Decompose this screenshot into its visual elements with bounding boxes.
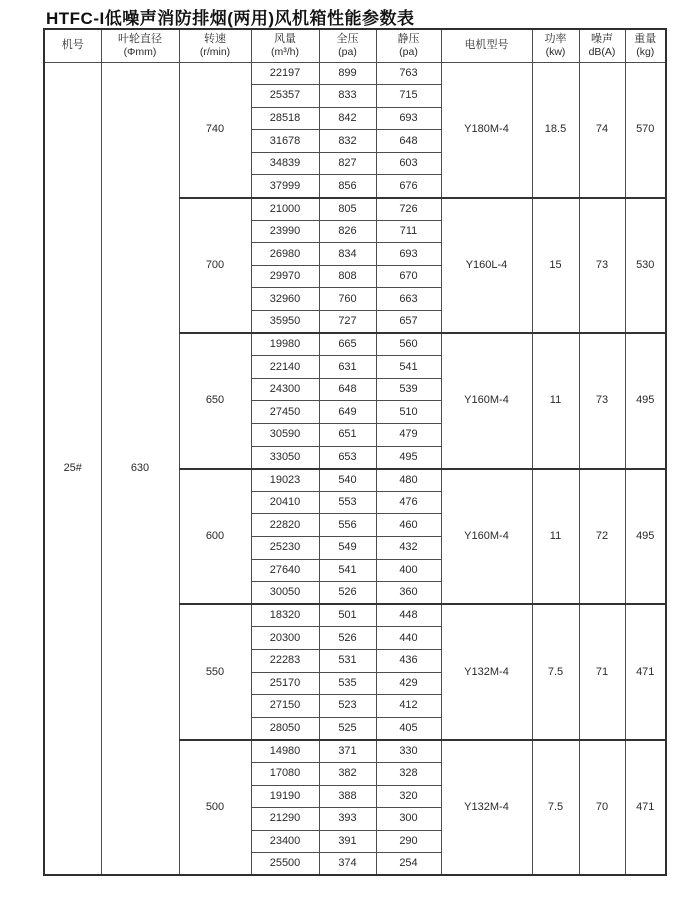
static-pressure-cell: 400: [376, 559, 441, 582]
static-pressure-cell: 763: [376, 62, 441, 85]
static-pressure-cell: 412: [376, 695, 441, 718]
table-row: [44, 62, 666, 85]
header-power: 功率 (kw): [532, 29, 579, 62]
total-pressure-cell: 648: [319, 378, 376, 401]
static-pressure-cell: 328: [376, 762, 441, 785]
total-pressure-cell: 371: [319, 740, 376, 763]
airflow-cell: 20300: [251, 627, 319, 650]
power-cell: 18.5: [532, 62, 579, 198]
static-pressure-cell: 495: [376, 446, 441, 469]
static-pressure-cell: 440: [376, 627, 441, 650]
power-cell: 7.5: [532, 604, 579, 740]
header-weight: 重量 (kg): [625, 29, 666, 62]
static-pressure-cell: 254: [376, 853, 441, 876]
motor-model-cell: Y160L-4: [441, 198, 532, 334]
static-pressure-cell: 460: [376, 514, 441, 537]
total-pressure-cell: 833: [319, 85, 376, 108]
airflow-cell: 24300: [251, 378, 319, 401]
airflow-cell: 22820: [251, 514, 319, 537]
airflow-cell: 23990: [251, 220, 319, 243]
static-pressure-cell: 436: [376, 649, 441, 672]
airflow-cell: 25357: [251, 85, 319, 108]
airflow-cell: 35950: [251, 311, 319, 334]
airflow-cell: 17080: [251, 762, 319, 785]
total-pressure-cell: 834: [319, 243, 376, 266]
static-pressure-cell: 663: [376, 288, 441, 311]
header-airflow: 风量 (m³/h): [251, 29, 319, 62]
speed-cell: 700: [179, 198, 251, 334]
spec-table-body: [44, 62, 666, 875]
noise-cell: 74: [579, 62, 625, 198]
weight-cell: 495: [625, 333, 666, 469]
header-noise: 噪声 dB(A): [579, 29, 625, 62]
airflow-cell: 27150: [251, 695, 319, 718]
weight-cell: 530: [625, 198, 666, 334]
airflow-cell: 27640: [251, 559, 319, 582]
airflow-cell: 28050: [251, 717, 319, 740]
weight-cell: 471: [625, 604, 666, 740]
total-pressure-cell: 665: [319, 333, 376, 356]
static-pressure-cell: 648: [376, 130, 441, 153]
header-impeller-diameter: 叶轮直径 (Φmm): [101, 29, 179, 62]
total-pressure-cell: 827: [319, 152, 376, 175]
airflow-cell: 34839: [251, 152, 319, 175]
airflow-cell: 29970: [251, 265, 319, 288]
motor-model-cell: Y160M-4: [441, 333, 532, 469]
noise-cell: 70: [579, 740, 625, 876]
airflow-cell: 28518: [251, 107, 319, 130]
total-pressure-cell: 374: [319, 853, 376, 876]
header-motor-model: 电机型号: [441, 29, 532, 62]
power-cell: 11: [532, 469, 579, 605]
power-cell: 11: [532, 333, 579, 469]
noise-cell: 73: [579, 333, 625, 469]
static-pressure-cell: 300: [376, 808, 441, 831]
static-pressure-cell: 476: [376, 491, 441, 514]
airflow-cell: 27450: [251, 401, 319, 424]
static-pressure-cell: 711: [376, 220, 441, 243]
header-row: [44, 29, 666, 62]
airflow-cell: 19023: [251, 469, 319, 492]
total-pressure-cell: 541: [319, 559, 376, 582]
total-pressure-cell: 526: [319, 582, 376, 605]
static-pressure-cell: 693: [376, 107, 441, 130]
weight-cell: 570: [625, 62, 666, 198]
total-pressure-cell: 727: [319, 311, 376, 334]
spec-table: [43, 28, 667, 876]
airflow-cell: 22283: [251, 649, 319, 672]
airflow-cell: 25170: [251, 672, 319, 695]
total-pressure-cell: 501: [319, 604, 376, 627]
airflow-cell: 22197: [251, 62, 319, 85]
airflow-cell: 19980: [251, 333, 319, 356]
static-pressure-cell: 448: [376, 604, 441, 627]
power-cell: 7.5: [532, 740, 579, 876]
power-cell: 15: [532, 198, 579, 334]
total-pressure-cell: 553: [319, 491, 376, 514]
total-pressure-cell: 535: [319, 672, 376, 695]
static-pressure-cell: 539: [376, 378, 441, 401]
speed-cell: 500: [179, 740, 251, 876]
total-pressure-cell: 826: [319, 220, 376, 243]
total-pressure-cell: 651: [319, 424, 376, 447]
airflow-cell: 19190: [251, 785, 319, 808]
motor-model-cell: Y160M-4: [441, 469, 532, 605]
static-pressure-cell: 480: [376, 469, 441, 492]
speed-cell: 550: [179, 604, 251, 740]
total-pressure-cell: 856: [319, 175, 376, 198]
machine-no-cell: 25#: [44, 62, 101, 875]
static-pressure-cell: 603: [376, 152, 441, 175]
noise-cell: 72: [579, 469, 625, 605]
static-pressure-cell: 670: [376, 265, 441, 288]
total-pressure-cell: 391: [319, 830, 376, 853]
static-pressure-cell: 726: [376, 198, 441, 221]
airflow-cell: 22140: [251, 356, 319, 379]
static-pressure-cell: 715: [376, 85, 441, 108]
airflow-cell: 21000: [251, 198, 319, 221]
total-pressure-cell: 805: [319, 198, 376, 221]
speed-cell: 600: [179, 469, 251, 605]
airflow-cell: 18320: [251, 604, 319, 627]
speed-cell: 740: [179, 62, 251, 198]
airflow-cell: 30050: [251, 582, 319, 605]
airflow-cell: 20410: [251, 491, 319, 514]
static-pressure-cell: 320: [376, 785, 441, 808]
total-pressure-cell: 382: [319, 762, 376, 785]
motor-model-cell: Y132M-4: [441, 604, 532, 740]
page-title: HTFC-I低噪声消防排烟(两用)风机箱性能参数表: [46, 9, 415, 28]
static-pressure-cell: 676: [376, 175, 441, 198]
header-static-pressure: 静压 (pa): [376, 29, 441, 62]
airflow-cell: 25500: [251, 853, 319, 876]
total-pressure-cell: 832: [319, 130, 376, 153]
header-speed: 转速 (r/min): [179, 29, 251, 62]
total-pressure-cell: 649: [319, 401, 376, 424]
static-pressure-cell: 405: [376, 717, 441, 740]
airflow-cell: 23400: [251, 830, 319, 853]
total-pressure-cell: 842: [319, 107, 376, 130]
static-pressure-cell: 432: [376, 536, 441, 559]
total-pressure-cell: 388: [319, 785, 376, 808]
motor-model-cell: Y180M-4: [441, 62, 532, 198]
static-pressure-cell: 693: [376, 243, 441, 266]
static-pressure-cell: 560: [376, 333, 441, 356]
motor-model-cell: Y132M-4: [441, 740, 532, 876]
total-pressure-cell: 393: [319, 808, 376, 831]
airflow-cell: 25230: [251, 536, 319, 559]
total-pressure-cell: 540: [319, 469, 376, 492]
noise-cell: 71: [579, 604, 625, 740]
total-pressure-cell: 899: [319, 62, 376, 85]
header-machine-no: 机号: [44, 29, 101, 62]
airflow-cell: 33050: [251, 446, 319, 469]
airflow-cell: 26980: [251, 243, 319, 266]
airflow-cell: 31678: [251, 130, 319, 153]
static-pressure-cell: 429: [376, 672, 441, 695]
weight-cell: 471: [625, 740, 666, 876]
total-pressure-cell: 549: [319, 536, 376, 559]
airflow-cell: 37999: [251, 175, 319, 198]
header-total-pressure: 全压 (pa): [319, 29, 376, 62]
static-pressure-cell: 290: [376, 830, 441, 853]
static-pressure-cell: 510: [376, 401, 441, 424]
static-pressure-cell: 479: [376, 424, 441, 447]
static-pressure-cell: 360: [376, 582, 441, 605]
total-pressure-cell: 631: [319, 356, 376, 379]
total-pressure-cell: 556: [319, 514, 376, 537]
noise-cell: 73: [579, 198, 625, 334]
airflow-cell: 30590: [251, 424, 319, 447]
weight-cell: 495: [625, 469, 666, 605]
static-pressure-cell: 330: [376, 740, 441, 763]
airflow-cell: 14980: [251, 740, 319, 763]
total-pressure-cell: 525: [319, 717, 376, 740]
total-pressure-cell: 531: [319, 649, 376, 672]
total-pressure-cell: 808: [319, 265, 376, 288]
speed-cell: 650: [179, 333, 251, 469]
total-pressure-cell: 760: [319, 288, 376, 311]
impeller-diameter-cell: 630: [101, 62, 179, 875]
airflow-cell: 21290: [251, 808, 319, 831]
total-pressure-cell: 653: [319, 446, 376, 469]
total-pressure-cell: 526: [319, 627, 376, 650]
airflow-cell: 32960: [251, 288, 319, 311]
spec-table-head: [44, 29, 666, 62]
total-pressure-cell: 523: [319, 695, 376, 718]
static-pressure-cell: 657: [376, 311, 441, 334]
static-pressure-cell: 541: [376, 356, 441, 379]
